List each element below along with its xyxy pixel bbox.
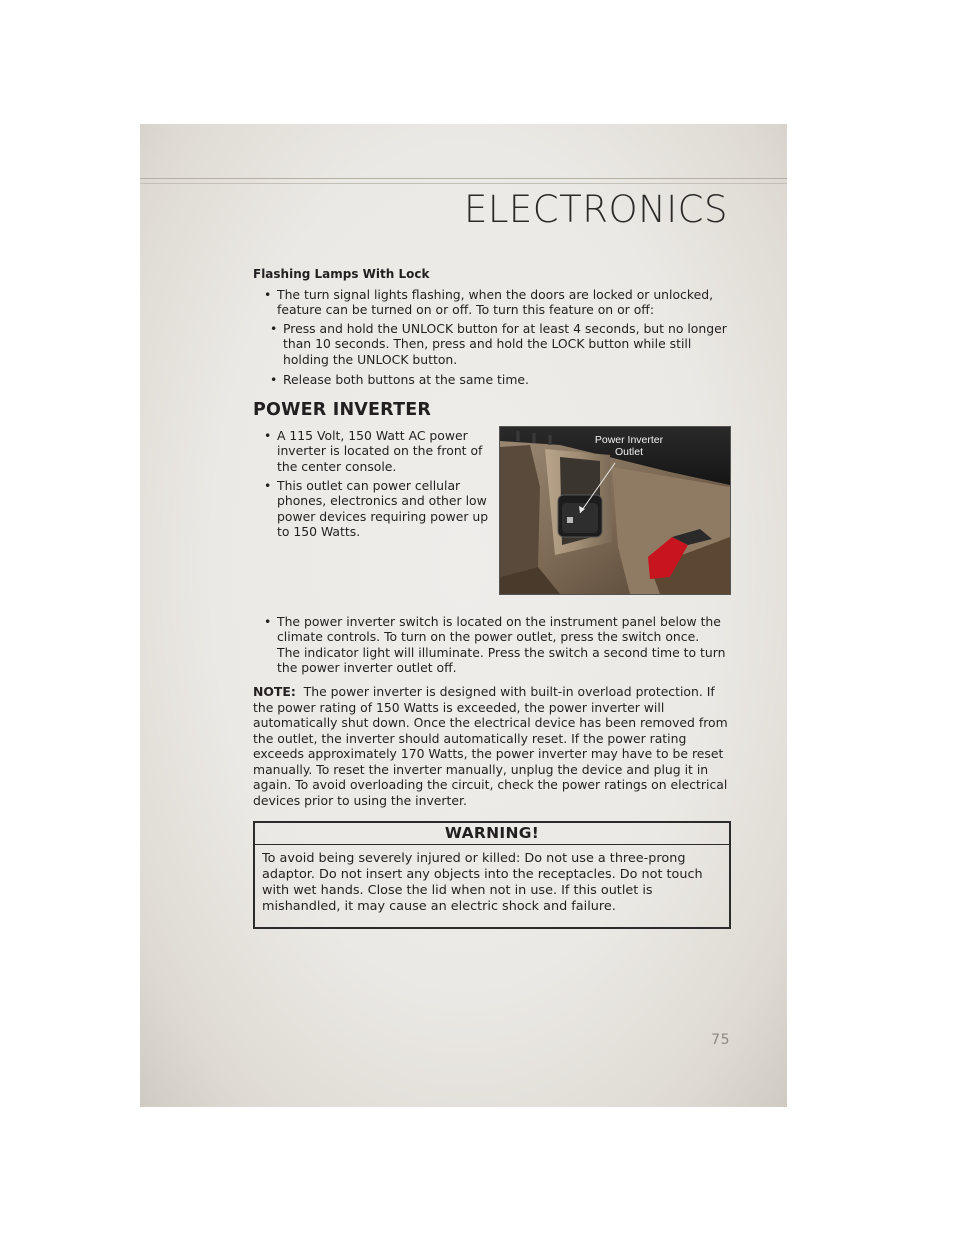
header-rule-bottom: [140, 183, 787, 184]
flashing-lamps-heading: Flashing Lamps With Lock: [253, 267, 430, 281]
note-paragraph: [253, 684, 731, 808]
bullet-text: This outlet can power cellular phones, electronics and other low power devices requiring power up to 150 Watts.: [277, 478, 489, 540]
warning-text: To avoid being severely injured or killed: Do not use a three-prong adaptor. Do not insert any objects into the receptacles. Do not touch with wet hands. Close the lid when not in use. If this outlet is mishandled, it may cause an electric shock and failure.: [262, 851, 703, 914]
header-rule-top: [140, 178, 787, 179]
bullet-dot: •: [264, 287, 272, 302]
warning-box: [253, 821, 731, 929]
warning-title: WARNING!: [255, 823, 729, 845]
bullet-text: The turn signal lights flashing, when the doors are locked or unlocked, feature can be turned on or off. To turn this feature on or off:: [277, 287, 714, 318]
flashing-bullet-3: [270, 372, 730, 387]
bullet-text: The power inverter switch is located on the instrument panel below the climate controls. To turn on the power outlet, press the switch once. The indicator light will illuminate. Press the switch a second time to turn the power inverter outlet off.: [277, 614, 726, 676]
inverter-bullet-1: [264, 428, 490, 474]
power-inverter-heading: POWER INVERTER: [253, 400, 432, 420]
bullet-text: Press and hold the UNLOCK button for at least 4 seconds, but no longer than 10 seconds. Then, press and hold the LOCK button while still holding the UNLOCK button.: [283, 321, 727, 367]
bullet-dot: •: [270, 321, 278, 336]
note-label: NOTE:: [253, 684, 296, 699]
bullet-text: Release both buttons at the same time.: [283, 372, 529, 387]
bullet-text: A 115 Volt, 150 Watt AC power inverter is located on the front of the center console.: [277, 428, 483, 474]
manual-page: [140, 124, 787, 1107]
power-inverter-photo: [499, 426, 731, 595]
page-number: 75: [711, 1032, 730, 1048]
bullet-dot: •: [264, 428, 272, 443]
bullet-dot: •: [264, 478, 272, 493]
inverter-bullet-2: [264, 478, 490, 540]
bullet-dot: •: [264, 614, 272, 629]
inverter-bullet-3: [264, 614, 726, 676]
flashing-bullet-1: [264, 287, 724, 318]
photo-callout-label: Power Inverter Outlet: [594, 434, 664, 458]
note-text: The power inverter is designed with built-in overload protection. If the power rating of 150 Watts is exceeded, the power inverter will automatically shut down. Once the electrical device has been removed from the outlet, the inverter should automatically reset. If the power rating exceeds approximately 170 Watts, the power inverter may have to be reset manually. To reset the inverter manually, unplug the device and plug it in again. To avoid overloading the circuit, check the power ratings on electrical devices prior to using the inverter.: [253, 684, 728, 808]
bullet-dot: •: [270, 372, 278, 387]
section-title: ELECTRONICS: [463, 188, 728, 231]
flashing-bullet-2: [270, 321, 732, 367]
